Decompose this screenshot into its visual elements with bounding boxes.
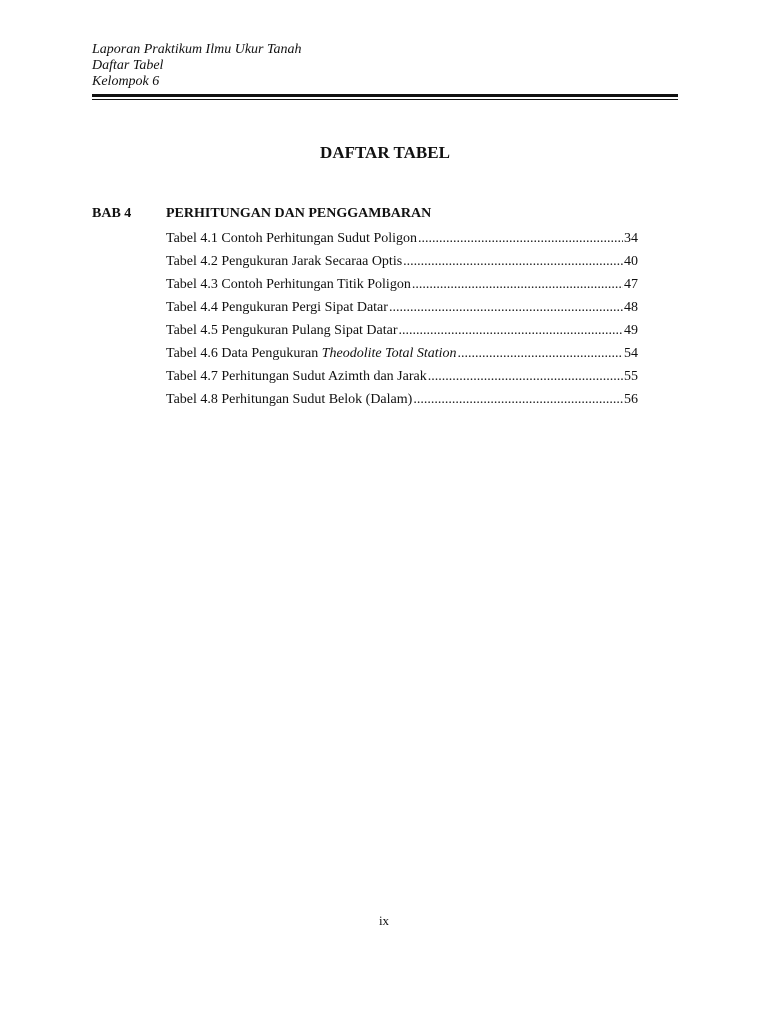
running-header	[92, 42, 678, 90]
toc-dot-leader	[403, 250, 623, 273]
page-title: DAFTAR TABEL	[320, 143, 450, 162]
toc-entry-title-prefix: Tabel 4.6 Data Pengukuran	[166, 346, 322, 361]
toc-entry[interactable]	[166, 250, 638, 273]
toc-entry-page: 55	[624, 369, 638, 384]
toc-entry[interactable]	[166, 273, 638, 296]
toc-entry[interactable]	[166, 319, 638, 342]
toc-dot-leader	[458, 342, 623, 365]
toc-entry[interactable]	[166, 388, 638, 411]
chapter-label: BAB 4	[92, 206, 132, 221]
toc-entry[interactable]	[166, 365, 638, 388]
page-number: ix	[378, 913, 390, 928]
toc-entry-title: Tabel 4.1 Contoh Perhitungan Sudut Poligon	[166, 231, 418, 246]
toc-dot-leader	[412, 273, 623, 296]
header-report-title: Laporan Praktikum Ilmu Ukur Tanah	[92, 42, 302, 57]
toc-entry-page: 47	[624, 277, 638, 292]
table-of-tables	[166, 227, 638, 411]
toc-entry-page: 49	[624, 323, 638, 338]
toc-entry-title: Tabel 4.4 Pengukuran Pergi Sipat Datar	[166, 300, 388, 315]
toc-entry[interactable]	[166, 227, 638, 250]
toc-dot-leader	[418, 227, 623, 250]
toc-entry-title-italic: Theodolite Total Station	[321, 346, 457, 361]
header-group-name: Kelompok 6	[92, 74, 160, 89]
header-divider	[92, 94, 678, 100]
toc-entry-page: 34	[624, 231, 638, 246]
toc-dot-leader	[399, 319, 623, 342]
toc-entry-title: Tabel 4.2 Pengukuran Jarak Secaraa Optis	[166, 254, 403, 269]
toc-entry-title: Tabel 4.3 Contoh Perhitungan Titik Poligon	[166, 277, 411, 292]
toc-entry-title: Tabel 4.8 Perhitungan Sudut Belok (Dalam)	[166, 392, 413, 407]
chapter-title: PERHITUNGAN DAN PENGGAMBARAN	[166, 206, 432, 221]
toc-dot-leader	[413, 388, 623, 411]
toc-entry-title	[166, 342, 457, 365]
header-section-name: Daftar Tabel	[92, 58, 164, 73]
toc-entry-page: 56	[624, 392, 638, 407]
toc-entry[interactable]	[166, 342, 638, 365]
toc-dot-leader	[389, 296, 623, 319]
toc-dot-leader	[428, 365, 623, 388]
toc-entry[interactable]	[166, 296, 638, 319]
toc-entry-title: Tabel 4.5 Pengukuran Pulang Sipat Datar	[166, 323, 398, 338]
toc-entry-page: 54	[624, 346, 638, 361]
toc-entry-title: Tabel 4.7 Perhitungan Sudut Azimth dan Jarak	[166, 369, 427, 384]
toc-entry-page: 48	[624, 300, 638, 315]
toc-entry-page: 40	[624, 254, 638, 269]
